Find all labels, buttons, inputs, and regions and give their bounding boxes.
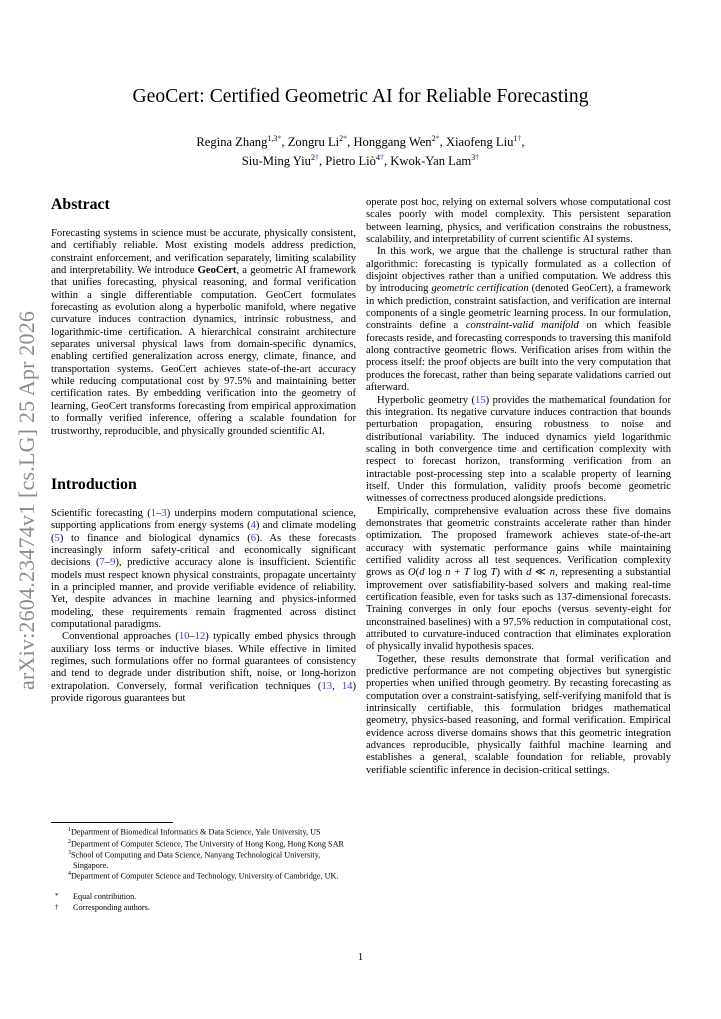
author-name: Pietro Liò bbox=[325, 154, 376, 169]
author-list bbox=[0, 131, 721, 169]
author-name: Regina Zhang bbox=[196, 135, 268, 150]
paper-title: GeoCert: Certified Geometric AI for Reliable Forecasting bbox=[132, 86, 589, 107]
citation-link[interactable]: 7 bbox=[99, 557, 105, 569]
author-name: Honggang Wen bbox=[353, 135, 432, 150]
footnote-rule bbox=[51, 822, 173, 823]
math-expression: d bbox=[526, 567, 532, 579]
affiliation-sup: 3 bbox=[471, 153, 476, 163]
left-column bbox=[51, 196, 356, 705]
symbol-note-mark: * bbox=[55, 891, 59, 900]
intro-paragraph-5: Hyperbolic geometry (15) provides the mathematical foundation for this integration. Its negative curvature induces contraction that bounds perturbation propagation, ensuring robustness to noise and distributional variability. The induced dynamics yield logarithmic scaling in both convergence time and certification complexity with respect to forecast horizon, transforming verification from an intractable post-processing step into a scalable property of learning itself. Under this formulation, validity proofs become geometric witnesses of correctness produced alongside predictions. bbox=[366, 394, 671, 505]
equal-contribution-mark[interactable]: * bbox=[343, 134, 348, 143]
author-separator: , bbox=[318, 154, 323, 169]
emphasis: geometric certification bbox=[431, 283, 529, 295]
intro-paragraph-3: operate post hoc, relying on external solvers whose computational cost scales poorly with model complexity. This persistent separation between learning, physics, and verification constrains the robustness, scalability, and interpretability of current scientific AI systems. bbox=[366, 197, 671, 246]
citation-link[interactable]: 5 bbox=[54, 532, 60, 544]
author-separator: , bbox=[383, 154, 388, 169]
author-name: Kwok-Yan Lam bbox=[390, 154, 472, 169]
author-name: Zongru Li bbox=[287, 135, 340, 150]
footnote-number: 4 bbox=[68, 871, 71, 878]
corresponding-mark[interactable]: † bbox=[314, 153, 319, 163]
math-expression: O bbox=[408, 567, 416, 579]
footnote-text: School of Computing and Data Science, Nanyang Technological University, Singapore. bbox=[71, 850, 321, 870]
footnote-text: Department of Computer Science, The University of Hong Kong, Hong Kong SAR bbox=[71, 839, 344, 849]
arxiv-stamp: arXiv:2604.23474v1 [cs.LG] 25 Apr 2026 bbox=[14, 310, 39, 690]
intro-paragraph-2: Conventional approaches (10–12) typically embed physics through auxiliary loss terms or inductive biases. While effective in limited regimes, such formulations offer no formal guarantees of consistency and tend to degrade under distribution shift, noise, or long-horizon extrapolation. Conversely, formal verification techniques (13, 14) provide rigorous guarantees but bbox=[51, 631, 356, 704]
footnote bbox=[51, 838, 356, 850]
citation-link[interactable]: 14 bbox=[341, 680, 353, 692]
footnote bbox=[51, 870, 356, 882]
intro-paragraph-1: Scientific forecasting (1–3) underpins modern computational science, supporting applications from energy systems (4) and climate modeling (5) to finance and biological dynamics (6). As these forecasts increasingly inform safety-critical and economically significant decisions (7–9), predictive accuracy alone is insufficient. Scientific models must respect known physical constraints, propagate uncertainty in a principled manner, and provide verifiable evidence of reliability. Yet, despite advances in machine learning and physics-informed modeling, these requirements remain fragmented across distinct computational paradigms. bbox=[51, 507, 356, 630]
footnote-text: Department of Computer Science and Technology, University of Cambridge, UK. bbox=[71, 872, 339, 882]
affiliation-sup: 2 bbox=[310, 153, 315, 163]
intro-paragraph-6: Empirically, comprehensive evaluation across these five domains demonstrates that geometric constraints accelerate rather than hinder optimization. The proposed framework achieves state-of-the-art accuracy with systematic performance gains while maintaining certified validity across all test sequences. Verification complexity grows as O(d log n + T log T) with d ≪ n, representing a substantial improvement over satisfiability-based solvers and making real-time certification feasible, even for tasks such as 137-dimensional forecasts. Training converges in only four epochs (versus seventy-eight for unconstrained baselines) with a 97.5% reduction in computational cost, attributed to curvature-induced contraction that eliminates exploration of physically invalid hypothesis spaces. bbox=[366, 505, 671, 653]
footnote-number: 3 bbox=[68, 850, 71, 857]
author-separator: , bbox=[347, 135, 351, 150]
author-name: Xiaofeng Liu bbox=[445, 135, 514, 150]
citation-link[interactable]: 4 bbox=[250, 520, 256, 532]
affiliation-sup: 1 bbox=[513, 134, 518, 143]
page-number: 1 bbox=[357, 951, 364, 963]
citation-link[interactable]: 10 bbox=[178, 631, 190, 643]
affiliation-sup: 1,3 bbox=[267, 134, 278, 143]
citation-link[interactable]: 3 bbox=[161, 507, 167, 519]
citation-link[interactable]: 9 bbox=[110, 557, 116, 569]
citation-link[interactable]: 13 bbox=[321, 680, 333, 692]
symbol-note bbox=[51, 892, 356, 902]
citation-link[interactable]: 15 bbox=[475, 394, 486, 406]
symbol-note-text: Equal contribution. bbox=[73, 891, 137, 901]
abstract-heading: Abstract bbox=[51, 196, 110, 213]
citation-link[interactable]: 12 bbox=[194, 631, 206, 643]
emphasis: constraint-valid manifold bbox=[465, 320, 579, 332]
author-separator: , bbox=[439, 135, 443, 150]
symbol-note-text: Corresponding authors. bbox=[73, 902, 150, 912]
corresponding-mark[interactable]: † bbox=[517, 134, 522, 143]
equal-contribution-mark[interactable]: * bbox=[277, 134, 282, 143]
affiliation-sup: 2 bbox=[339, 134, 344, 143]
author-separator: , bbox=[521, 135, 525, 150]
footnote-number: 2 bbox=[68, 838, 71, 845]
introduction-heading: Introduction bbox=[51, 475, 137, 493]
footnote-number: 1 bbox=[68, 827, 71, 833]
footnote-text: Department of Biomedical Informatics & Data Science, Yale University, US bbox=[71, 827, 321, 837]
symbol-note-mark: † bbox=[55, 902, 59, 911]
author-line-1 bbox=[0, 131, 721, 150]
intro-paragraph-4: In this work, we argue that the challenge is structural rather than algorithmic: forecasting is typically formulated as a collection of disjoint objectives rather than a unified computation. We address this by introducing geometric certification (denoted GeoCert), a framework in which prediction, constraint satisfaction, and verification are internal components of a single geometric learning process. In our formulation, constraints define a constraint-valid manifold on which feasible forecasts reside, and forecasting corresponds to traversing this manifold along contractive geometric flows. Verification arises from within the process itself: the proof objects are built into the very computation that produces the forecast, rather than being separate validations carried out afterward. bbox=[366, 246, 671, 394]
footnote bbox=[51, 849, 356, 870]
affiliation-sup: 2 bbox=[431, 134, 436, 143]
citation-link[interactable]: 1 bbox=[150, 507, 157, 519]
symbol-note bbox=[51, 903, 356, 913]
footnote bbox=[51, 826, 356, 838]
abstract-text: Forecasting systems in science must be accurate, physically consistent, and certifiably reliable. Most existing models address prediction, constraint enforcement, and verification separately, limiting scalability and interpretability. We introduce GeoCert, a geometric AI framework that unifies forecasting, physical reasoning, and formal verification within a single differentiable computation. GeoCert formulates forecasting as evolution along a hyperbolic manifold, where negative curvature induces contraction dynamics, intrinsic robustness, and logarithmic-time certification. A hierarchical constraint architecture separates universal physical laws from domain-specific dynamics, enabling certified generalization across energy, climate, finance, and transportation systems. GeoCert achieves state-of-the-art accuracy while reducing computational cost by 97.5% and maintaining better certification rates. By embedding verification into the geometry of learning, GeoCert transforms forecasting from empirical approximation to formally verified inference, offering a scalable foundation for trustworthy, reproducible, and physically grounded scientific AI. bbox=[51, 228, 356, 437]
author-separator: , bbox=[281, 135, 285, 150]
author-name: Siu-Ming Yiu bbox=[241, 154, 311, 169]
framework-name: GeoCert bbox=[197, 265, 237, 277]
citation-link[interactable]: 6 bbox=[250, 532, 257, 544]
right-column bbox=[366, 197, 671, 777]
author-line-2 bbox=[0, 150, 721, 169]
footnotes bbox=[51, 826, 356, 913]
intro-paragraph-7: Together, these results demonstrate that formal verification and predictive performance are not competing objectives but synergistic properties when unified through geometry. By recasting forecasting as computation over a constraint-satisfying, self-verifying manifold that is intrinsically certifiable, this formulation bridges mathematical geometry, physics-based reasoning, and formal verification. Empirical evidence across diverse domains shows that this geometric integration advances reproducible, physically faithful machine learning and establishes a general, scalable foundation for reliable, provably verifiable scientific inference in decision-critical settings. bbox=[366, 653, 671, 776]
corresponding-mark[interactable]: † bbox=[475, 153, 480, 163]
corresponding-mark[interactable]: † bbox=[379, 153, 384, 163]
affiliation-sup: 4 bbox=[375, 153, 380, 163]
equal-contribution-mark[interactable]: * bbox=[435, 134, 440, 143]
